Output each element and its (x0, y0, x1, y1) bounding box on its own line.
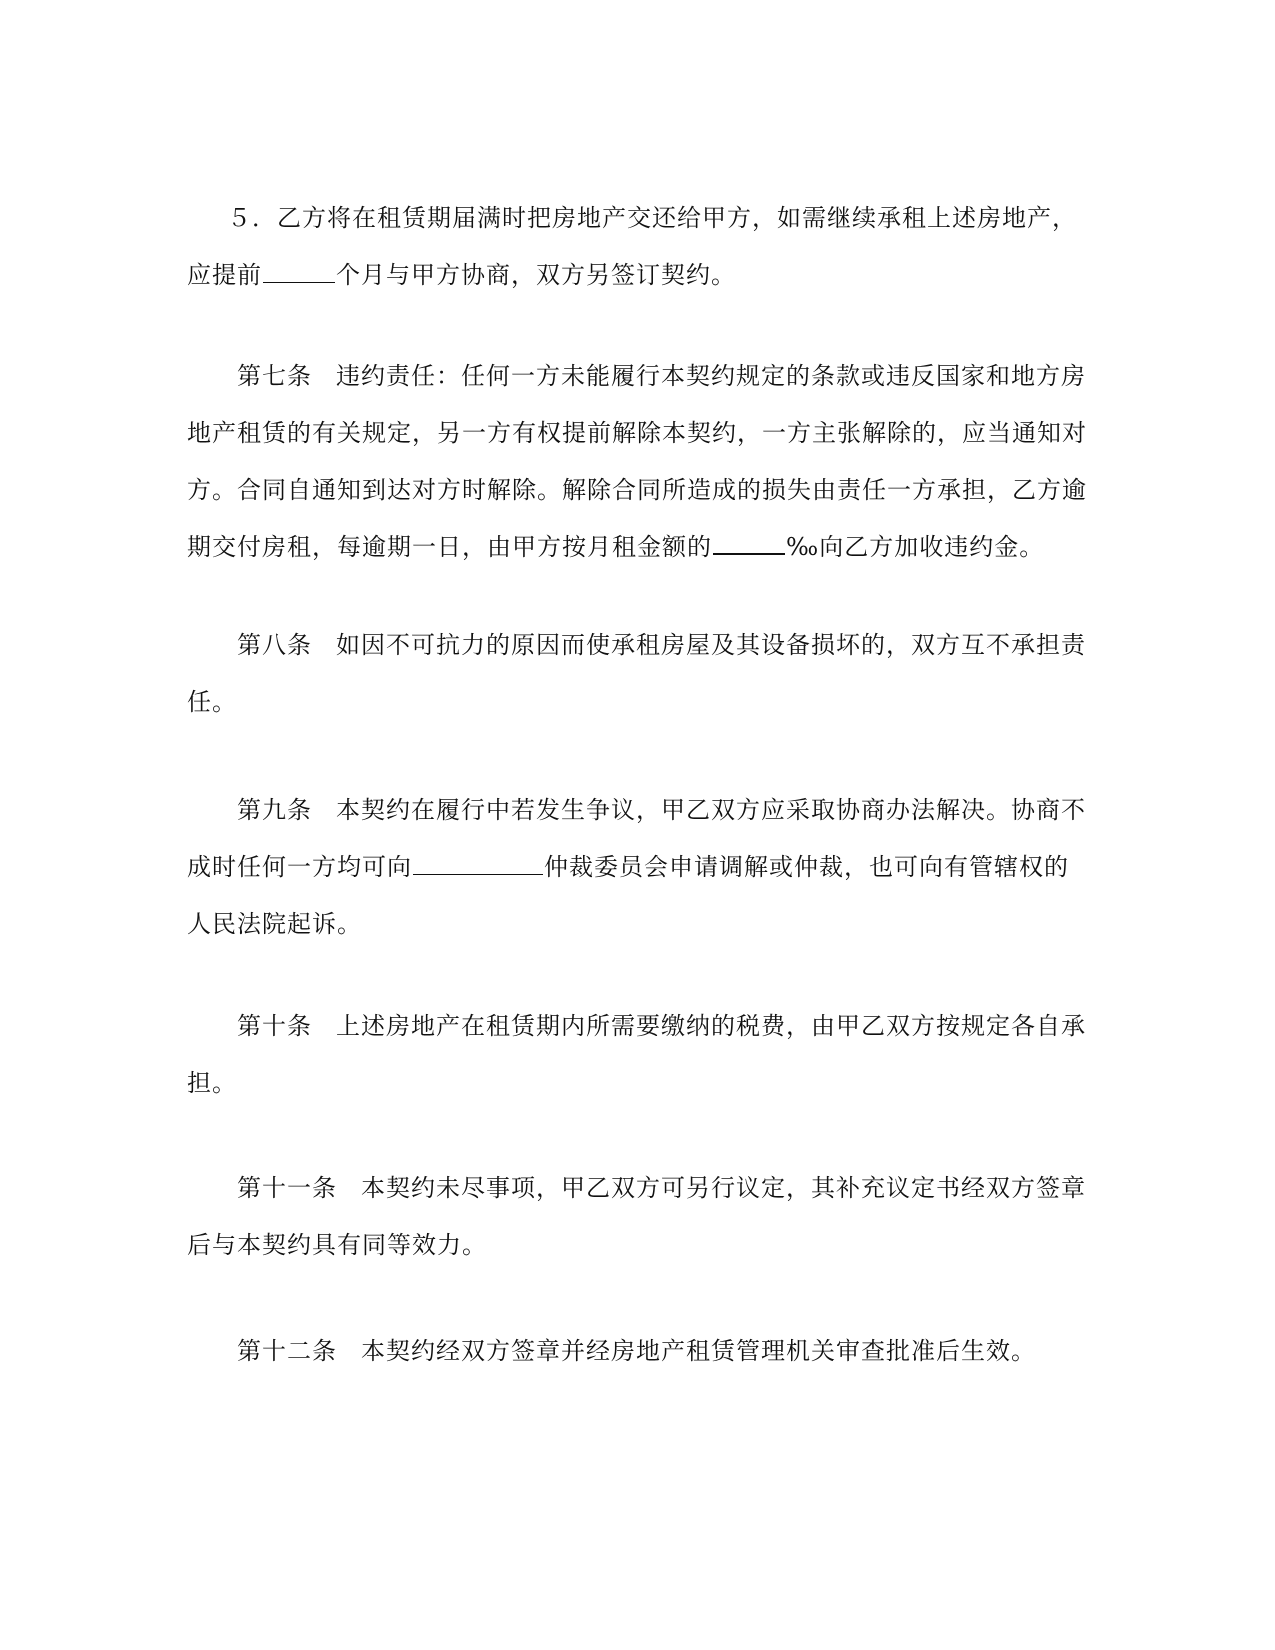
article-12-heading: 第十二条 (237, 1337, 337, 1365)
article-11-heading: 第十一条 (237, 1174, 337, 1202)
article-8 (187, 617, 1087, 731)
article-9-line-2: 成时任何一方均可向 仲裁委员会申请调解或仲裁，也可向有管辖权的 (187, 853, 1069, 881)
article-10-line-1: 第十条 上述房地产在租赁期内所需要缴纳的税费，由甲乙双方按规定各自承 (237, 1012, 1086, 1040)
article-11-line-2: 后与本契约具有同等效力。 (187, 1231, 487, 1259)
article-9-heading: 第九条 (237, 796, 312, 824)
article-7-line-1: 第七条 违约责任：任何一方未能履行本契约规定的条款或违反国家和地方房 (237, 362, 1086, 390)
article-12 (187, 1323, 1087, 1380)
article-9-line-1: 第九条 本契约在履行中若发生争议，甲乙双方应采取协商办法解决。协商不 (237, 796, 1086, 824)
article-7-line-4: 期交付房租，每逾期一日，由甲方按月租金额的 ‰向乙方加收违约金。 (187, 533, 1045, 561)
article-10-heading: 第十条 (237, 1012, 312, 1040)
article-7-line-3: 方。合同自通知到达对方时解除。解除合同所造成的损失由责任一方承担，乙方逾 (187, 476, 1087, 504)
clause-5-line-2: 应提前 个月与甲方协商，双方另签订契约。 (187, 261, 736, 289)
clause-5-line-1: ５．乙方将在租赁期届满时把房地产交还给甲方，如需继续承租上述房地产， (227, 204, 1077, 232)
article-11-line-1: 第十一条 本契约未尽事项，甲乙双方可另行议定，其补充议定书经双方签章 (237, 1174, 1086, 1202)
article-9 (187, 782, 1087, 953)
article-10 (187, 998, 1087, 1112)
clause-5 (187, 190, 1087, 304)
article-8-heading: 第八条 (237, 631, 312, 659)
article-11 (187, 1160, 1087, 1274)
penalty-rate-blank (713, 533, 785, 555)
article-10-line-2: 担。 (187, 1069, 237, 1097)
article-8-line-2: 任。 (187, 688, 237, 716)
article-7-heading: 第七条 (237, 362, 312, 390)
months-blank (263, 262, 335, 283)
article-12-line-1: 第十二条 本契约经双方签章并经房地产租赁管理机关审查批准后生效。 (237, 1337, 1036, 1365)
article-8-line-1: 第八条 如因不可抗力的原因而使承租房屋及其设备损坏的，双方互不承担责 (237, 631, 1086, 659)
article-7-line-2: 地产租赁的有关规定，另一方有权提前解除本契约，一方主张解除的，应当通知对 (187, 419, 1087, 447)
article-9-line-3: 人民法院起诉。 (187, 910, 362, 938)
arbitration-committee-blank (413, 854, 543, 875)
article-7 (187, 348, 1087, 576)
